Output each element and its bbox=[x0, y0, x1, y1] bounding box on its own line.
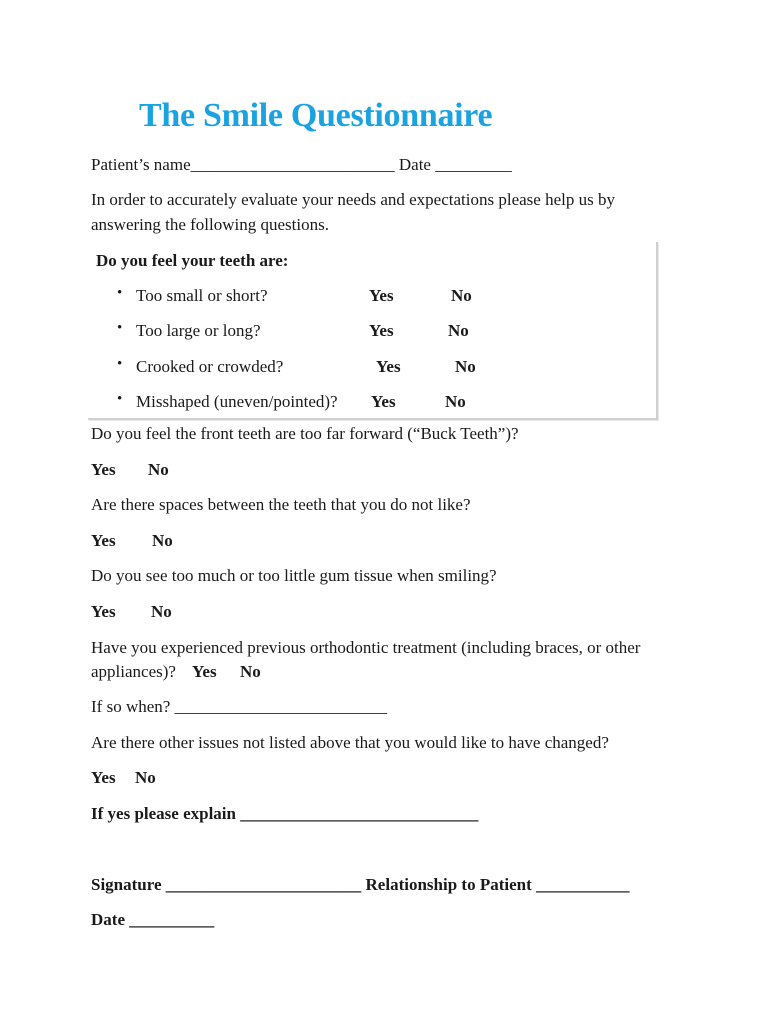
ortho-yes-option[interactable]: Yes bbox=[192, 662, 217, 681]
bullet-icon: • bbox=[117, 356, 123, 372]
teeth-box-heading: Do you feel your teeth are: bbox=[96, 251, 289, 270]
teeth-item-no-option[interactable]: No bbox=[445, 392, 466, 411]
question-spaces: Are there spaces between the teeth that you do not like? bbox=[91, 495, 471, 514]
date-field[interactable]: Date __________ bbox=[91, 910, 215, 929]
bullet-icon: • bbox=[117, 285, 123, 301]
teeth-item-yes-option[interactable]: Yes bbox=[371, 392, 396, 411]
gum-yes-option[interactable]: Yes bbox=[91, 602, 116, 621]
teeth-item-yes-option[interactable]: Yes bbox=[369, 321, 394, 340]
buck-teeth-no-option[interactable]: No bbox=[148, 460, 169, 479]
teeth-item-no-option[interactable]: No bbox=[451, 286, 472, 305]
spaces-yes-option[interactable]: Yes bbox=[91, 531, 116, 550]
spaces-no-option[interactable]: No bbox=[152, 531, 173, 550]
teeth-item-label: Misshaped (uneven/pointed)? bbox=[136, 392, 338, 411]
explain-field[interactable]: If yes please explain ____________________________ bbox=[91, 804, 479, 823]
if-so-when-field[interactable]: If so when? _________________________ bbox=[91, 697, 388, 716]
question-buck-teeth: Do you feel the front teeth are too far forward (“Buck Teeth”)? bbox=[91, 424, 519, 443]
question-orthodontic-line-1: Have you experienced previous orthodontic treatment (including braces, or other bbox=[91, 638, 641, 657]
buck-teeth-yes-option[interactable]: Yes bbox=[91, 460, 116, 479]
bullet-icon: • bbox=[117, 320, 123, 336]
question-orthodontic-line-2: appliances)? bbox=[91, 662, 176, 681]
teeth-item-label: Too large or long? bbox=[136, 321, 261, 340]
ortho-no-option[interactable]: No bbox=[240, 662, 261, 681]
teeth-item-label: Crooked or crowded? bbox=[136, 357, 284, 376]
intro-text-line-2: answering the following questions. bbox=[91, 215, 329, 234]
bullet-icon: • bbox=[117, 391, 123, 407]
teeth-item-label: Too small or short? bbox=[136, 286, 268, 305]
teeth-item-no-option[interactable]: No bbox=[448, 321, 469, 340]
signature-relationship-line[interactable]: Signature _______________________ Relationship to Patient ___________ bbox=[91, 875, 630, 894]
gum-no-option[interactable]: No bbox=[151, 602, 172, 621]
teeth-item-yes-option[interactable]: Yes bbox=[369, 286, 394, 305]
page-title: The Smile Questionnaire bbox=[139, 97, 493, 134]
other-yes-option[interactable]: Yes bbox=[91, 768, 116, 787]
question-gum-tissue: Do you see too much or too little gum tissue when smiling? bbox=[91, 566, 497, 585]
intro-text-line-1: In order to accurately evaluate your needs and expectations please help us by bbox=[91, 190, 615, 209]
patient-name-line[interactable]: Patient’s name________________________ Date _________ bbox=[91, 155, 512, 174]
other-no-option[interactable]: No bbox=[135, 768, 156, 787]
teeth-item-no-option[interactable]: No bbox=[455, 357, 476, 376]
question-other-issues: Are there other issues not listed above that you would like to have changed? bbox=[91, 733, 609, 752]
teeth-item-yes-option[interactable]: Yes bbox=[376, 357, 401, 376]
